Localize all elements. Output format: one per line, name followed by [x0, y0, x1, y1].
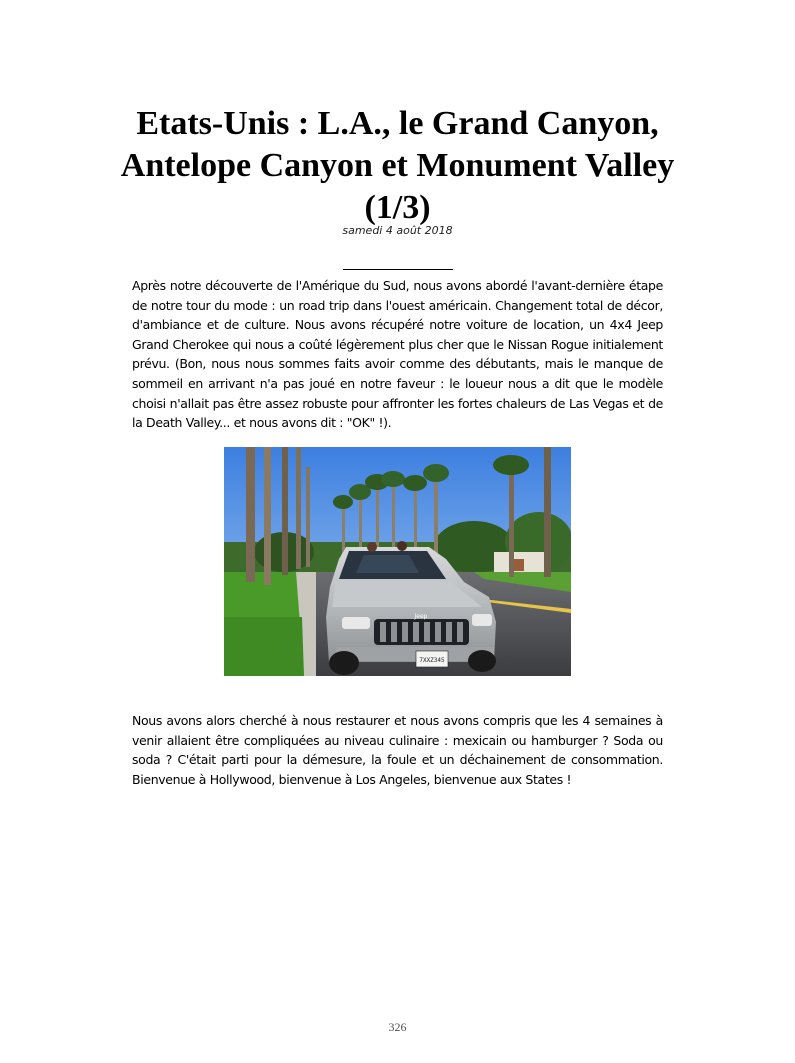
paragraph-intro: Après notre découverte de l'Amérique du Sud, nous avons abordé l'avant-dernière étape de notre tour du mode : un road trip dans l'ouest américain. Changement total de décor, d'ambiance et de culture. Nous avons récupéré notre voiture de location, un 4x4 Jeep Grand Cherokee qui nous a coûté légèrement plus cher que le Nissan Rogue initialement prévu. (Bon, nous nous sommes faits avoir comme des débutants, mais le manque de sommeil en arrivant n'a pas joué en notre faveur : le loueur nous a dit que le modèle choisi n'allait pas être assez robuste pour affronter les fortes chaleurs de Las Vegas et de la Death Valley... et nous avons dit : "OK" !). [132, 278, 663, 431]
article-date: samedi 4 août 2018 [342, 224, 453, 237]
article-title: Etats-Unis : L.A., le Grand Canyon, Antelope Canyon et Monument Valley (1/3) [120, 105, 675, 226]
page-number: 326 [388, 1020, 407, 1034]
paragraph-food: Nous avons alors cherché à nous restaurer et nous avons compris que les 4 semaines à venir allaient être compliquées au niveau culinaire : mexicain ou hamburger ? Soda ou soda ? C'était parti pour la démesure, la foule et un déchainement de consommation. Bienvenue à Hollywood, bienvenue à Los Angeles, bienvenue aux States ! [132, 713, 663, 787]
jeep-badge: Jeep [414, 613, 428, 620]
title-divider [343, 269, 453, 270]
license-plate: 7XXZ345 [419, 657, 445, 664]
jeep-photo [224, 447, 571, 676]
